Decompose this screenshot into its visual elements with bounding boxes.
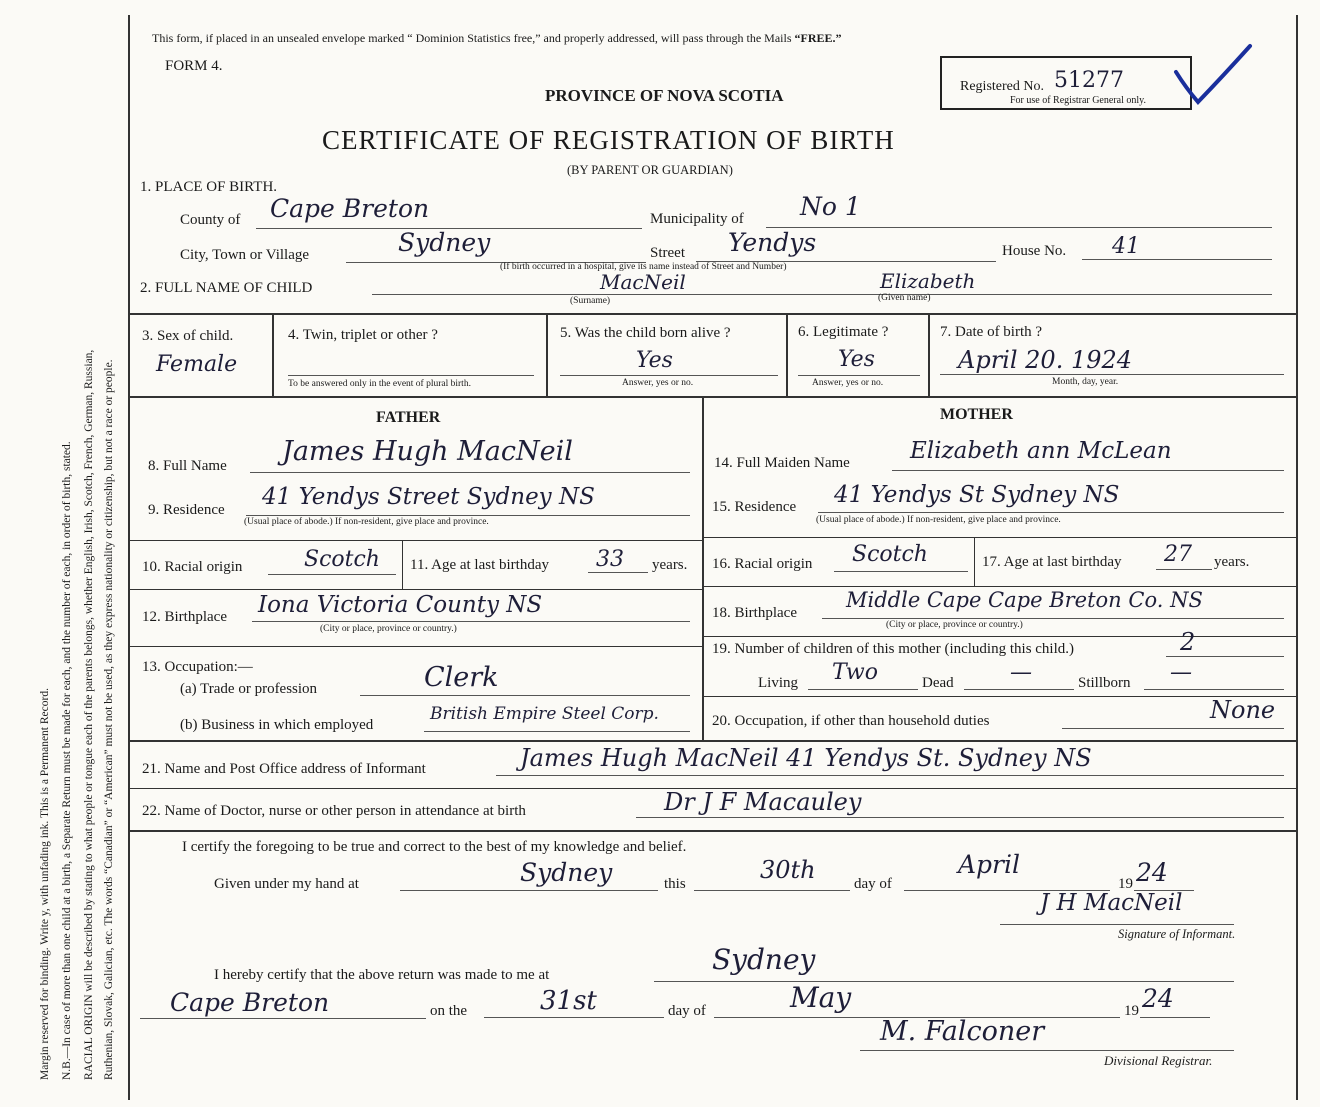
municipality-label: Municipality of <box>650 211 744 227</box>
certificate-subtitle: (BY PARENT OR GUARDIAN) <box>567 163 733 177</box>
mother-racial-label: 16. Racial origin <box>712 556 813 572</box>
mother-heading: MOTHER <box>940 406 1013 423</box>
registrar-signature: M. Falconer <box>880 1016 1045 1047</box>
doctor-label: 22. Name of Doctor, nurse or other person in attendance at birth <box>142 803 526 819</box>
mother-name-value: Elizabeth ann McLean <box>910 438 1172 464</box>
given-place-value: Sydney <box>520 858 613 887</box>
mother-occupation-label: 20. Occupation, if other than household duties <box>712 713 990 729</box>
checkmark-icon <box>1168 38 1268 110</box>
father-racial-label: 10. Racial origin <box>142 559 243 575</box>
form-right-border <box>1296 15 1298 1100</box>
father-residence-note: (Usual place of abode.) If non-resident, give place and province. <box>244 517 489 527</box>
informant-label: 21. Name and Post Office address of Informant <box>142 761 426 777</box>
registered-box <box>940 56 1192 110</box>
father-birthplace-label: 12. Birthplace <box>142 609 227 625</box>
given-month-value: April <box>958 850 1020 879</box>
date-of-birth-label: 7. Date of birth ? <box>940 324 1043 340</box>
street-value: Yendys <box>728 228 817 257</box>
father-name-label: 8. Full Name <box>148 458 227 474</box>
mother-age-unit: years. <box>1214 554 1250 570</box>
mother-age-label: 17. Age at last birthday <box>982 554 1122 570</box>
house-number-label: House No. <box>1002 243 1067 259</box>
father-birthplace-note: (City or place, province or country.) <box>320 624 457 634</box>
doctor-value: Dr J F Macauley <box>664 788 862 816</box>
given-year-value: 24 <box>1136 858 1168 887</box>
province-heading: PROVINCE OF NOVA SCOTIA <box>545 86 784 105</box>
legitimate-note: Answer, yes or no. <box>812 378 884 388</box>
mother-age-value: 27 <box>1164 542 1192 567</box>
street-label: Street <box>650 245 685 261</box>
day-of-label: day of <box>854 876 892 892</box>
child-given-name-value: Elizabeth <box>880 269 976 293</box>
sex-label: 3. Sex of child. <box>142 328 234 344</box>
born-alive-value: Yes <box>636 348 673 373</box>
certificate-title: CERTIFICATE OF REGISTRATION OF BIRTH <box>322 125 895 155</box>
father-business-value: British Empire Steel Corp. <box>430 704 659 724</box>
stillborn-label: Stillborn <box>1078 675 1131 691</box>
registrar-day-of-label: day of <box>668 1003 706 1019</box>
county-value: Cape Breton <box>270 194 430 223</box>
mother-racial-value: Scotch <box>852 542 928 567</box>
informant-signature-caption: Signature of Informant. <box>1118 927 1236 941</box>
registrar-month-value: May <box>790 981 852 1014</box>
registrar-county-value: Cape Breton <box>170 988 330 1017</box>
given-day-value: 30th <box>760 856 816 884</box>
legitimate-label: 6. Legitimate ? <box>798 324 889 340</box>
date-of-birth-note: Month, day, year. <box>1052 377 1119 387</box>
municipality-value: No 1 <box>800 192 861 221</box>
mother-occupation-value: None <box>1210 696 1276 724</box>
given-under-hand-label: Given under my hand at <box>214 876 359 892</box>
living-label: Living <box>758 675 798 691</box>
given-name-caption: (Given name) <box>878 293 931 303</box>
city-label: City, Town or Village <box>180 247 310 263</box>
born-alive-label: 5. Was the child born alive ? <box>560 325 731 341</box>
registrar-year-value: 24 <box>1142 984 1174 1013</box>
registrar-place-value: Sydney <box>712 943 816 976</box>
registrar-year-prefix: 19 <box>1124 1003 1139 1019</box>
margin-note-racial-1: RACIAL ORIGIN will be described by stating to what people or tongue each of the parents belongs, whether English, Irish, Scotch, French, German, Russian, <box>83 349 95 1080</box>
stillborn-value: — <box>1170 660 1192 685</box>
registered-label: Registered No. <box>960 79 1044 94</box>
father-trade-label: (a) Trade or profession <box>180 681 318 697</box>
date-of-birth-value: April 20. 1924 <box>958 346 1133 374</box>
hospital-note: (If birth occurred in a hospital, give its name instead of Street and Number) <box>500 262 787 272</box>
mother-children-value: 2 <box>1180 628 1196 656</box>
certification-statement: I certify the foregoing to be true and correct to the best of my knowledge and belief. <box>182 839 687 855</box>
father-birthplace-value: Iona Victoria County NS <box>258 592 543 618</box>
dead-value: — <box>1010 660 1032 685</box>
registrar-statement: I hereby certify that the above return was made to me at <box>214 967 550 983</box>
form-number: FORM 4. <box>165 58 223 74</box>
mother-children-label: 19. Number of children of this mother (including this child.) <box>712 641 1075 657</box>
born-alive-note: Answer, yes or no. <box>622 378 694 388</box>
mother-residence-note: (Usual place of abode.) If non-resident, give place and province. <box>816 515 1061 525</box>
father-age-label: 11. Age at last birthday <box>410 557 549 573</box>
father-trade-value: Clerk <box>424 662 499 693</box>
form-left-border <box>128 15 130 1100</box>
father-business-label: (b) Business in which employed <box>180 717 374 733</box>
mother-name-label: 14. Full Maiden Name <box>714 455 850 471</box>
father-occupation-label: 13. Occupation:— <box>142 659 253 675</box>
surname-caption: (Surname) <box>570 296 611 306</box>
father-residence-value: 41 Yendys Street Sydney NS <box>262 484 595 510</box>
on-the-label: on the <box>430 1003 468 1019</box>
mother-birthplace-label: 18. Birthplace <box>712 605 797 621</box>
informant-value: James Hugh MacNeil 41 Yendys St. Sydney NS <box>520 744 1092 772</box>
city-value: Sydney <box>398 228 491 257</box>
informant-signature: J H MacNeil <box>1040 890 1183 916</box>
mother-residence-label: 15. Residence <box>712 499 797 515</box>
living-value: Two <box>832 660 878 685</box>
margin-note-nb: N.B.—In case of more than one child at a birth, a Separate Return must be made for each, and the number of each, in order of birth, stated. <box>61 441 73 1080</box>
house-number-value: 41 <box>1112 234 1140 259</box>
mail-notice: This form, if placed in an unsealed envelope marked “ Dominion Statistics free,” and properly addressed, will pass through the Mails “FREE.” <box>152 31 842 45</box>
county-label: County of <box>180 212 241 228</box>
father-heading: FATHER <box>376 409 441 426</box>
margin-note-binding: Margin reserved for binding. Write y, with unfading ink. This is a Permanent Record. <box>39 688 51 1080</box>
mother-residence-value: 41 Yendys St Sydney NS <box>834 482 1120 508</box>
registered-number: 51277 <box>1054 68 1124 93</box>
mother-birthplace-note: (City or place, province or country.) <box>886 620 1023 630</box>
father-age-value: 33 <box>596 547 624 572</box>
father-residence-label: 9. Residence <box>148 502 225 518</box>
child-surname-value: MacNeil <box>600 270 686 294</box>
dead-label: Dead <box>922 675 954 691</box>
father-racial-value: Scotch <box>304 547 380 572</box>
twin-label: 4. Twin, triplet or other ? <box>288 327 438 343</box>
child-name-label: 2. FULL NAME OF CHILD <box>140 280 313 296</box>
registrar-note: For use of Registrar General only. <box>1010 95 1146 106</box>
this-label: this <box>664 876 686 892</box>
mother-birthplace-value: Middle Cape Cape Breton Co. NS <box>846 588 1203 612</box>
margin-note-racial-2: Ruthenian, Slovak, Galician, etc. The words “Canadian” or “American” must not be used, as they express nationality or citizenship, but not a race or people. <box>103 359 115 1080</box>
father-name-value: James Hugh MacNeil <box>282 436 573 467</box>
legitimate-value: Yes <box>838 347 875 372</box>
twin-note: To be answered only in the event of plural birth. <box>288 379 471 389</box>
father-age-unit: years. <box>652 557 688 573</box>
place-of-birth-label: 1. PLACE OF BIRTH. <box>140 179 278 195</box>
sex-value: Female <box>156 352 238 377</box>
registrar-caption: Divisional Registrar. <box>1104 1053 1213 1068</box>
registrar-day-value: 31st <box>540 986 597 1016</box>
given-year-prefix: 19 <box>1118 876 1133 892</box>
